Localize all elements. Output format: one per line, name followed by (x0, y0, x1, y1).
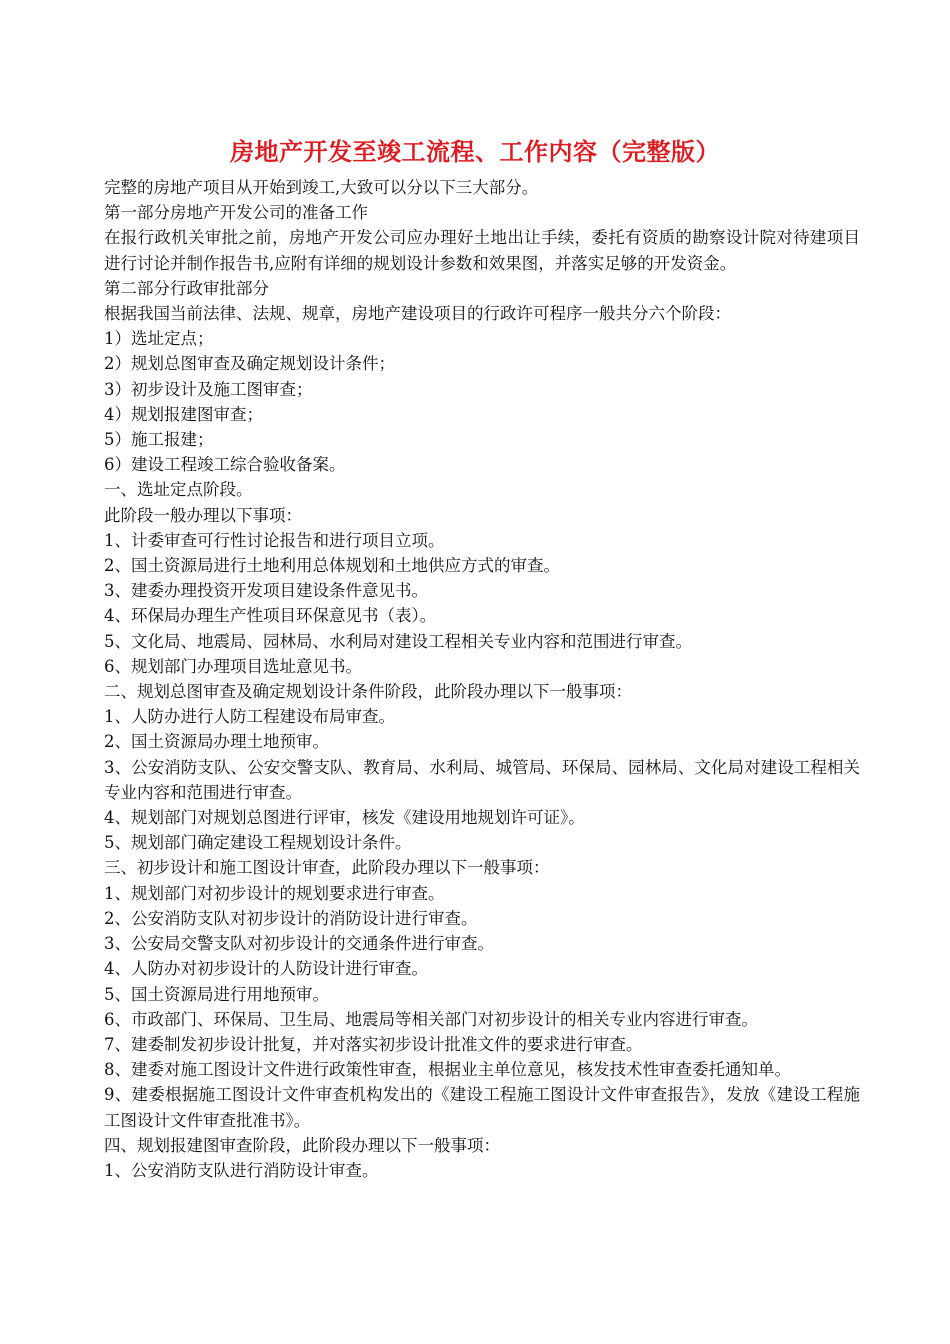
paragraph: 1）选址定点； (104, 329, 214, 349)
paragraph: 9、建委根据施工图设计文件审查机构发出的《建设工程施工图设计文件审查报告》，发放《建设工程施工图设计文件审查批准书》。 (104, 1085, 860, 1130)
paragraph: 6、市政部门、环保局、卫生局、地震局等相关部门对初步设计的相关专业内容进行审查。 (104, 1009, 758, 1029)
paragraph: 在报行政机关审批之前，房地产开发公司应办理好土地出让手续，委托有资质的勘察设计院对待建项目进行讨论并制作报告书,应附有详细的规划设计参数和效果图，并落实足够的开发资金。 (104, 228, 860, 273)
paragraph: 四、规划报建图审查阶段，此阶段办理以下一般事项： (104, 1135, 500, 1155)
paragraph: 5、国土资源局进行用地预审。 (104, 984, 329, 1004)
paragraph: 第二部分行政审批部分 (104, 278, 269, 298)
paragraph: 5、规划部门确定建设工程规划设计条件。 (104, 833, 412, 853)
paragraph: 根据我国当前法律、法规、规章，房地产建设项目的行政许可程序一般共分六个阶段： (104, 304, 731, 324)
document-title: 房地产开发至竣工流程、工作内容（完整版） (230, 137, 720, 166)
paragraph: 二、规划总图审查及确定规划设计条件阶段，此阶段办理以下一般事项： (104, 682, 632, 702)
paragraph: 此阶段一般办理以下事项： (104, 505, 302, 525)
paragraph: 一、选址定点阶段。 (104, 480, 253, 500)
paragraph: 6）建设工程竣工综合验收备案。 (104, 455, 346, 475)
paragraph: 7、建委制发初步设计批复，并对落实初步设计批准文件的要求进行审查。 (104, 1034, 643, 1054)
paragraph: 2、国土资源局进行土地利用总体规划和土地供应方式的审查。 (104, 556, 560, 576)
paragraph: 3）初步设计及施工图审查； (104, 379, 313, 399)
paragraph: 1、计委审查可行性讨论报告和进行项目立项。 (104, 530, 445, 550)
paragraph: 4、人防办对初步设计的人防设计进行审查。 (104, 959, 428, 979)
paragraph: 1、公安消防支队进行消防设计审查。 (104, 1160, 379, 1180)
paragraph: 三、初步设计和施工图设计审查，此阶段办理以下一般事项： (104, 858, 550, 878)
paragraph: 4、规划部门对规划总图进行评审，核发《建设用地规划许可证》。 (104, 808, 585, 828)
paragraph: 1、规划部门对初步设计的规划要求进行审查。 (104, 883, 445, 903)
paragraph: 2、国土资源局办理土地预审。 (104, 732, 329, 752)
paragraph: 6、规划部门办理项目选址意见书。 (104, 656, 362, 676)
paragraph: 8、建委对施工图设计文件进行政策性审查，根据业主单位意见，核发技术性审查委托通知单。 (104, 1060, 791, 1080)
paragraph: 3、公安局交警支队对初步设计的交通条件进行审查。 (104, 934, 494, 954)
paragraph: 2）规划总图审查及确定规划设计条件； (104, 354, 395, 374)
paragraph: 2、公安消防支队对初步设计的消防设计进行审查。 (104, 908, 478, 928)
document-body (104, 175, 860, 1183)
paragraph: 5、文化局、地震局、园林局、水利局对建设工程相关专业内容和范围进行审查。 (104, 631, 692, 651)
paragraph: 4）规划报建图审查； (104, 404, 263, 424)
paragraph: 第一部分房地产开发公司的准备工作 (104, 203, 368, 223)
paragraph: 3、建委办理投资开发项目建设条件意见书。 (104, 581, 428, 601)
paragraph: 3、公安消防支队、公安交警支队、教育局、水利局、城管局、环保局、园林局、文化局对建设工程相关专业内容和范围进行审查。 (104, 757, 860, 802)
paragraph: 5）施工报建； (104, 430, 214, 450)
paragraph: 完整的房地产项目从开始到竣工,大致可以分以下三大部分。 (104, 178, 539, 197)
paragraph: 1、人防办进行人防工程建设布局审查。 (104, 707, 395, 727)
paragraph: 4、环保局办理生产性项目环保意见书（表）。 (104, 606, 437, 626)
